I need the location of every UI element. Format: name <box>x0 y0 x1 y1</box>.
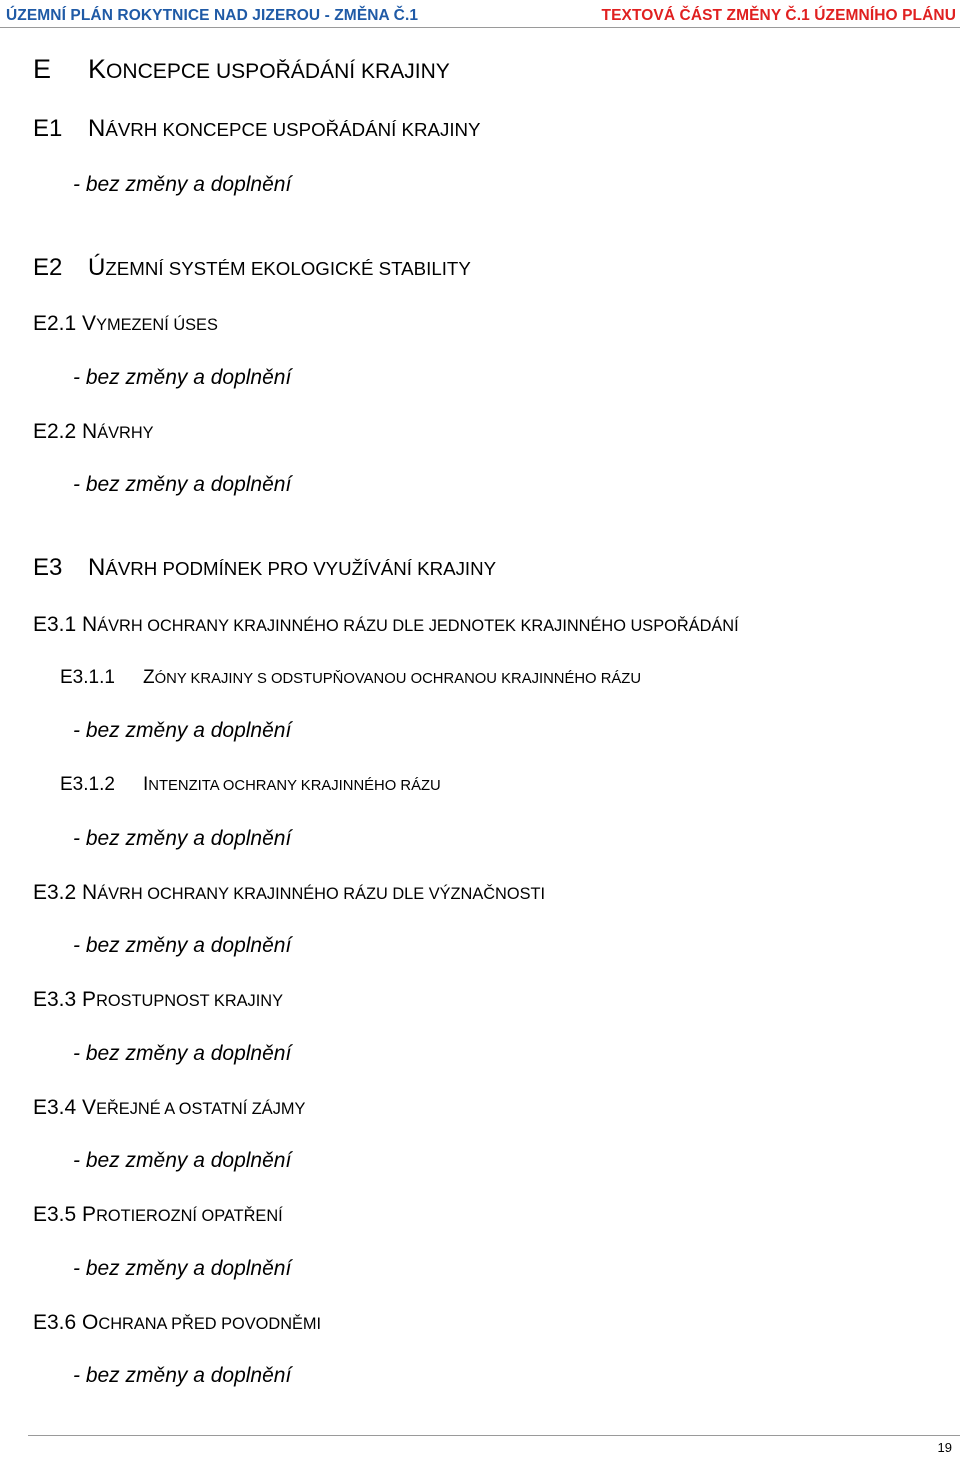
document-title-header: ÚZEMNÍ PLÁN ROKYTNICE NAD JIZEROU - ZMĚNA Č.1 <box>6 7 419 24</box>
heading-e3-4: E3.4 VEŘEJNÉ A OSTATNÍ ZÁJMY <box>33 1096 306 1119</box>
note-no-change: - bez změny a doplnění <box>73 366 292 389</box>
heading-e3-5: E3.5 PROTIEROZNÍ OPATŘENÍ <box>33 1203 283 1226</box>
note-no-change: - bez změny a doplnění <box>73 1042 292 1065</box>
heading-code: E1 <box>33 115 63 142</box>
heading-e2-1: E2.1 VYMEZENÍ ÚSES <box>33 312 218 335</box>
heading-title: KONCEPCE USPOŘÁDÁNÍ KRAJINY <box>88 54 450 84</box>
running-header <box>0 0 960 30</box>
note-no-change: - bez změny a doplnění <box>73 1364 292 1387</box>
note-no-change: - bez změny a doplnění <box>73 827 292 850</box>
note-no-change: - bez změny a doplnění <box>73 934 292 957</box>
header-divider <box>0 27 960 28</box>
heading-code: E <box>33 54 52 84</box>
heading-e3-2: E3.2 NÁVRH OCHRANY KRAJINNÉHO RÁZU DLE VÝZNAČNOSTI <box>33 881 546 904</box>
heading-code: E2 <box>33 254 63 281</box>
heading-title: NÁVRH PODMÍNEK PRO VYUŽÍVÁNÍ KRAJINY <box>88 554 497 581</box>
heading-code: E3 <box>33 554 63 581</box>
heading-e2-2: E2.2 NÁVRHY <box>33 420 154 443</box>
page-number: 19 <box>937 1440 952 1455</box>
note-no-change: - bez změny a doplnění <box>73 719 292 742</box>
note-no-change: - bez změny a doplnění <box>73 473 292 496</box>
heading-e3-6: E3.6 OCHRANA PŘED POVODNĚMI <box>33 1311 322 1334</box>
heading-title: NÁVRH KONCEPCE USPOŘÁDÁNÍ KRAJINY <box>88 115 481 142</box>
heading-title: ÚZEMNÍ SYSTÉM EKOLOGICKÉ STABILITY <box>88 254 471 281</box>
note-no-change: - bez změny a doplnění <box>73 173 292 196</box>
note-no-change: - bez změny a doplnění <box>73 1257 292 1280</box>
section-title-header: TEXTOVÁ ČÁST ZMĚNY Č.1 ÚZEMNÍHO PLÁNU <box>601 7 956 24</box>
footer-divider <box>28 1435 960 1436</box>
heading-e3-3: E3.3 PROSTUPNOST KRAJINY <box>33 988 284 1011</box>
heading-e3-1: E3.1 NÁVRH OCHRANY KRAJINNÉHO RÁZU DLE JEDNOTEK KRAJINNÉHO USPOŘÁDÁNÍ <box>33 613 739 636</box>
note-no-change: - bez změny a doplnění <box>73 1149 292 1172</box>
